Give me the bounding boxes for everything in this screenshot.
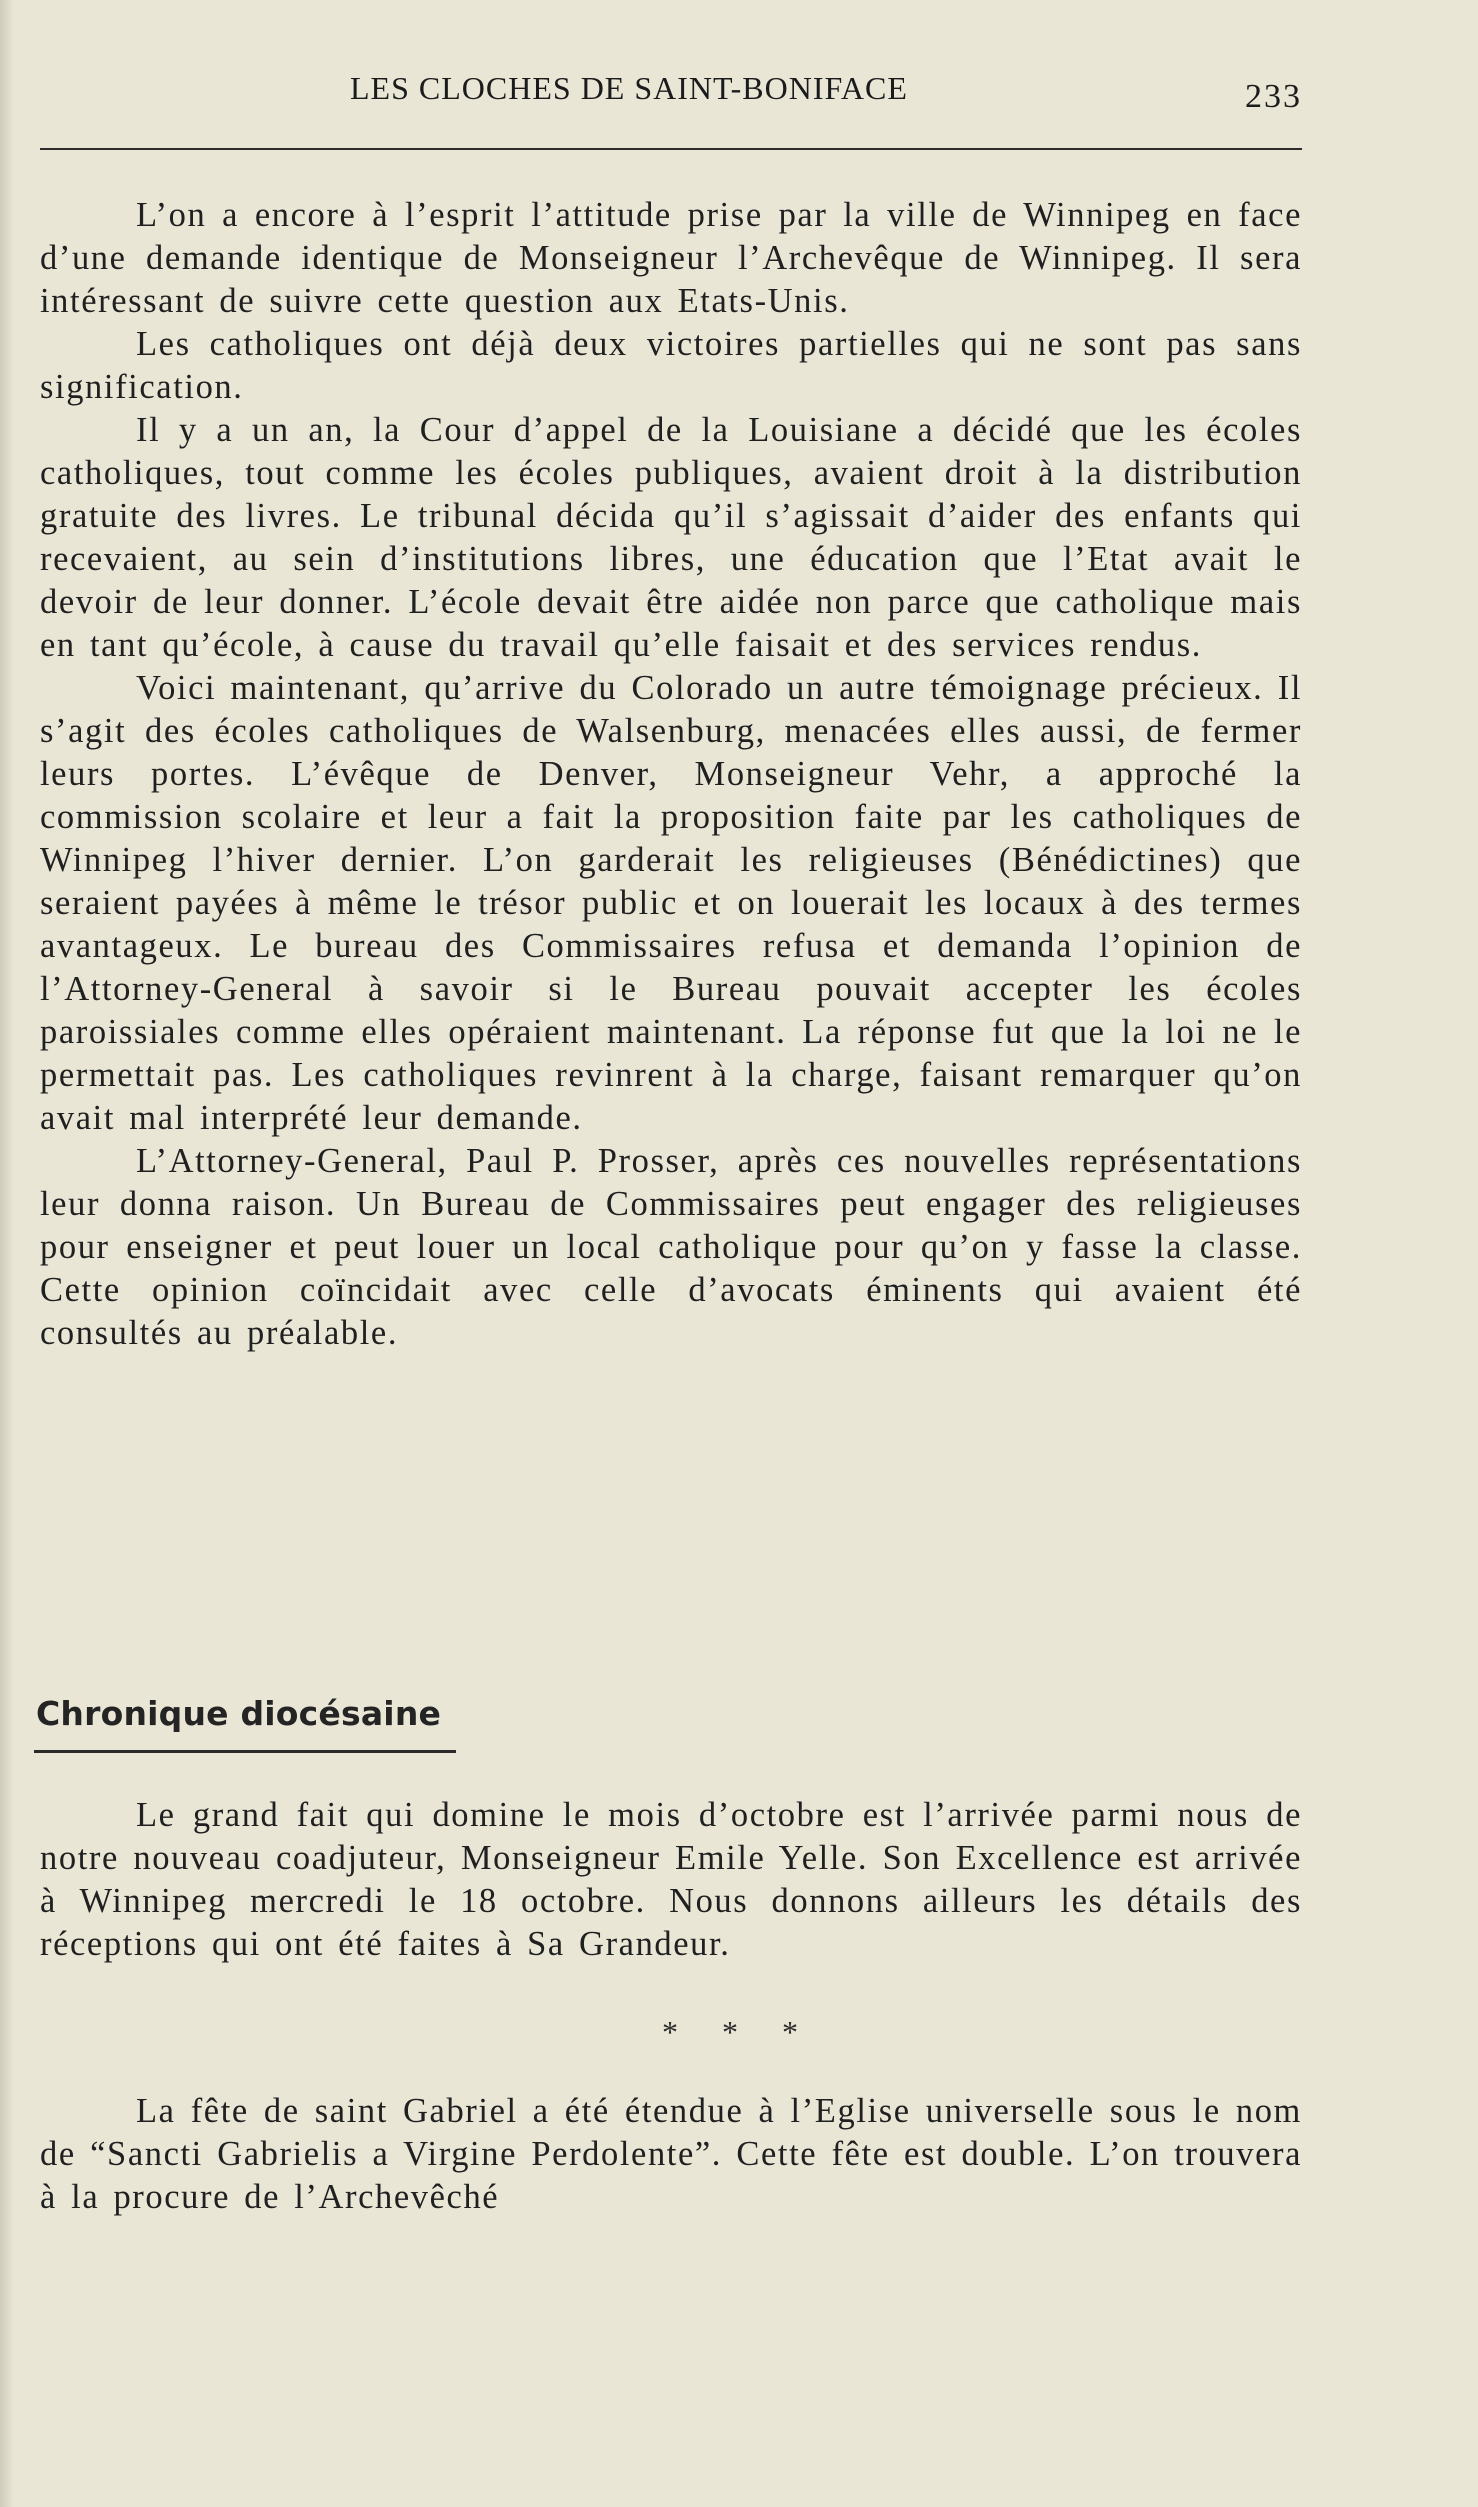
paragraph: Les catholiques ont déjà deux victoires partielles qui ne sont pas sans signification.	[40, 325, 1302, 406]
header-rule	[40, 148, 1302, 150]
page-number: 233	[1245, 78, 1302, 115]
paragraph: Voici maintenant, qu’arrive du Colorado un autre témoignage précieux. Il s’agit des écoles catholiques de Walsenburg, menacées elles aussi, de fermer leurs portes. L’évêque de Denver, Monseigneur Vehr, a approché la commission scolaire et leur a fait la proposition faite par les catholiques de Winnipeg l’hiver dernier. L’on garderait les religieuses (Bénédictines) que seraient payées à même le trésor public et on louerait les locaux à des termes avantageux. Le bureau des Commissaires refusa et demanda l’opinion de l’Attorney-General à savoir si le Bureau pouvait accepter les écoles paroissiales comme elles opéraient maintenant. La réponse fut que la loi ne le permettait pas. Les catholiques revinrent à la charge, faisant remarquer qu’on avait mal interprété leur demande.	[40, 669, 1302, 1137]
paragraph: Le grand fait qui domine le mois d’octobre est l’arrivée parmi nous de notre nouveau coadjuteur, Monseigneur Emile Yelle. Son Excellence est arrivée à Winnipeg mercredi le 18 octobre. Nous donnons ailleurs les détails des réceptions qui ont été faites à Sa Grandeur.	[40, 1796, 1302, 1963]
paragraph: La fête de saint Gabriel a été étendue à l’Eglise universelle sous le nom de “Sancti Gabrielis a Virgine Perdolente”. Cette fête est double. L’on trouvera à la procure de l’Archevêché	[40, 2092, 1302, 2216]
page-edge	[0, 0, 14, 2507]
section-heading: Chronique diocésaine	[36, 1694, 442, 1733]
running-title: LES CLOCHES DE SAINT-BONIFACE	[350, 70, 908, 106]
paragraph: Il y a un an, la Cour d’appel de la Louisiane a décidé que les écoles catholiques, tout comme les écoles publiques, avaient droit à la distribution gratuite des livres. Le tribunal décida qu’il s’agissait d’aider des enfants qui recevaient, au sein d’institutions libres, une éducation que l’Etat avait le devoir de leur donner. L’école devait être aidée non parce que catholique mais en tant qu’école, à cause du travail qu’elle faisait et des services rendus.	[40, 411, 1302, 664]
section-heading-rule	[34, 1750, 456, 1753]
running-head	[40, 64, 1302, 124]
paragraph: L’Attorney-General, Paul P. Prosser, après ces nouvelles représentations leur donna raison. Un Bureau de Commissaires peut engager des religieuses pour enseigner et peut louer un local catholique pour qu’on y fasse la classe. Cette opinion coïncidait avec celle d’avocats éminents qui avaient été consultés au préalable.	[40, 1142, 1302, 1352]
article-body	[40, 194, 1302, 1355]
asterism-separator: * * *	[662, 2014, 816, 2050]
paragraph: L’on a encore à l’esprit l’attitude prise par la ville de Winnipeg en face d’une demande identique de Monseigneur l’Archevêque de Winnipeg. Il sera intéressant de suivre cette question aux Etats-Unis.	[40, 196, 1302, 320]
chronicle-body	[40, 1794, 1302, 1966]
chronicle-body-continued	[40, 2090, 1302, 2219]
